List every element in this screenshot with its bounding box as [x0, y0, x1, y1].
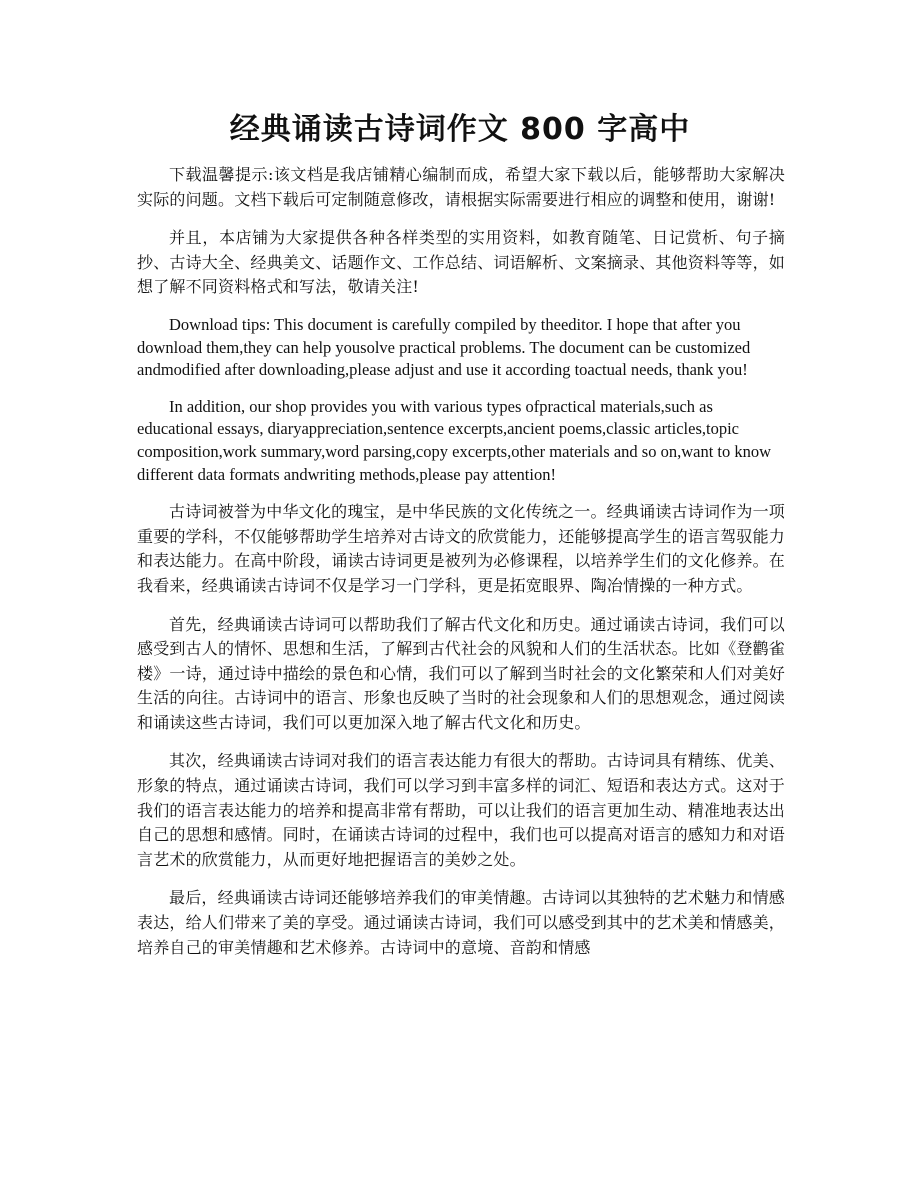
paragraph-download-tip-cn: 下载温馨提示:该文档是我店铺精心编制而成，希望大家下载以后，能够帮助大家解决实际的问题。文档下载后可定制随意修改，请根据实际需要进行相应的调整和使用，谢谢!: [137, 165, 785, 209]
page-title: 经典诵读古诗词作文 800 字高中: [229, 112, 691, 147]
paragraph-shop-intro-en: In addition, our shop provides you with various types ofpractical materials,such as educational essays, diaryappreciation,sentence excerpts,ancient poems,classic articles,topic composition,work summary,word parsing,copy excerpts,other materials and so on,want to know different data formats andwriting methods,please pay attention!: [137, 396, 772, 484]
paragraph-introduction: 古诗词被誉为中华文化的瑰宝，是中华民族的文化传统之一。经典诵读古诗词作为一项重要的学科，不仅能够帮助学生培养对古诗文的欣赏能力，还能够提高学生的语言驾驭能力和表达能力。在高中阶段，诵读古诗词更是被列为必修课程，以培养学生们的文化修养。在我看来，经典诵读古诗词不仅是学习一门学科，更是拓宽眼界、陶冶情操的一种方式。: [137, 502, 786, 595]
paragraph-aesthetic: 最后，经典诵读古诗词还能够培养我们的审美情趣。古诗词以其独特的艺术魅力和情感表达，给人们带来了美的享受。通过诵读古诗词，我们可以感受到其中的艺术美和情感美，培养自己的审美情趣和艺术修养。古诗词中的意境、音韵和情感: [137, 888, 786, 957]
paragraph-language-expression: 其次，经典诵读古诗词对我们的语言表达能力有很大的帮助。古诗词具有精练、优美、形象的特点，通过诵读古诗词，我们可以学习到丰富多样的词汇、短语和表达方式。这对于我们的语言表达能力的培养和提高非常有帮助，可以让我们的语言更加生动、精准地表达出自己的思想和感情。同时，在诵读古诗词的过程中，我们也可以提高对语言的感知力和对语言艺术的欣赏能力，从而更好地把握语言的美妙之处。: [137, 751, 786, 869]
paragraph-download-tip-en: Download tips: This document is carefully compiled by theeditor. I hope that after you download them,they can help yousolve practical problems. The document can be customized andmodified after downloading,please adjust and use it according toactual needs, thank you!: [137, 314, 751, 380]
document-body: [137, 163, 785, 974]
paragraph-culture-history: 首先，经典诵读古诗词可以帮助我们了解古代文化和历史。通过诵读古诗词，我们可以感受到古人的情怀、思想和生活，了解到古代社会的风貌和人们的生活状态。比如《登鹳雀楼》一诗，通过诗中描绘的景色和心情，我们可以了解到当时社会的文化繁荣和人们对美好生活的向往。古诗词中的语言、形象也反映了当时的社会现象和人们的思想观念，通过阅读和诵读这些古诗词，我们可以更加深入地了解古代文化和历史。: [137, 614, 786, 732]
paragraph-shop-intro-cn: 并且，本店铺为大家提供各种各样类型的实用资料，如教育随笔、日记赏析、句子摘抄、古诗大全、经典美文、话题作文、工作总结、词语解析、文案摘录、其他资料等等，如想了解不同资料格式和写法，敬请关注!: [137, 228, 786, 297]
